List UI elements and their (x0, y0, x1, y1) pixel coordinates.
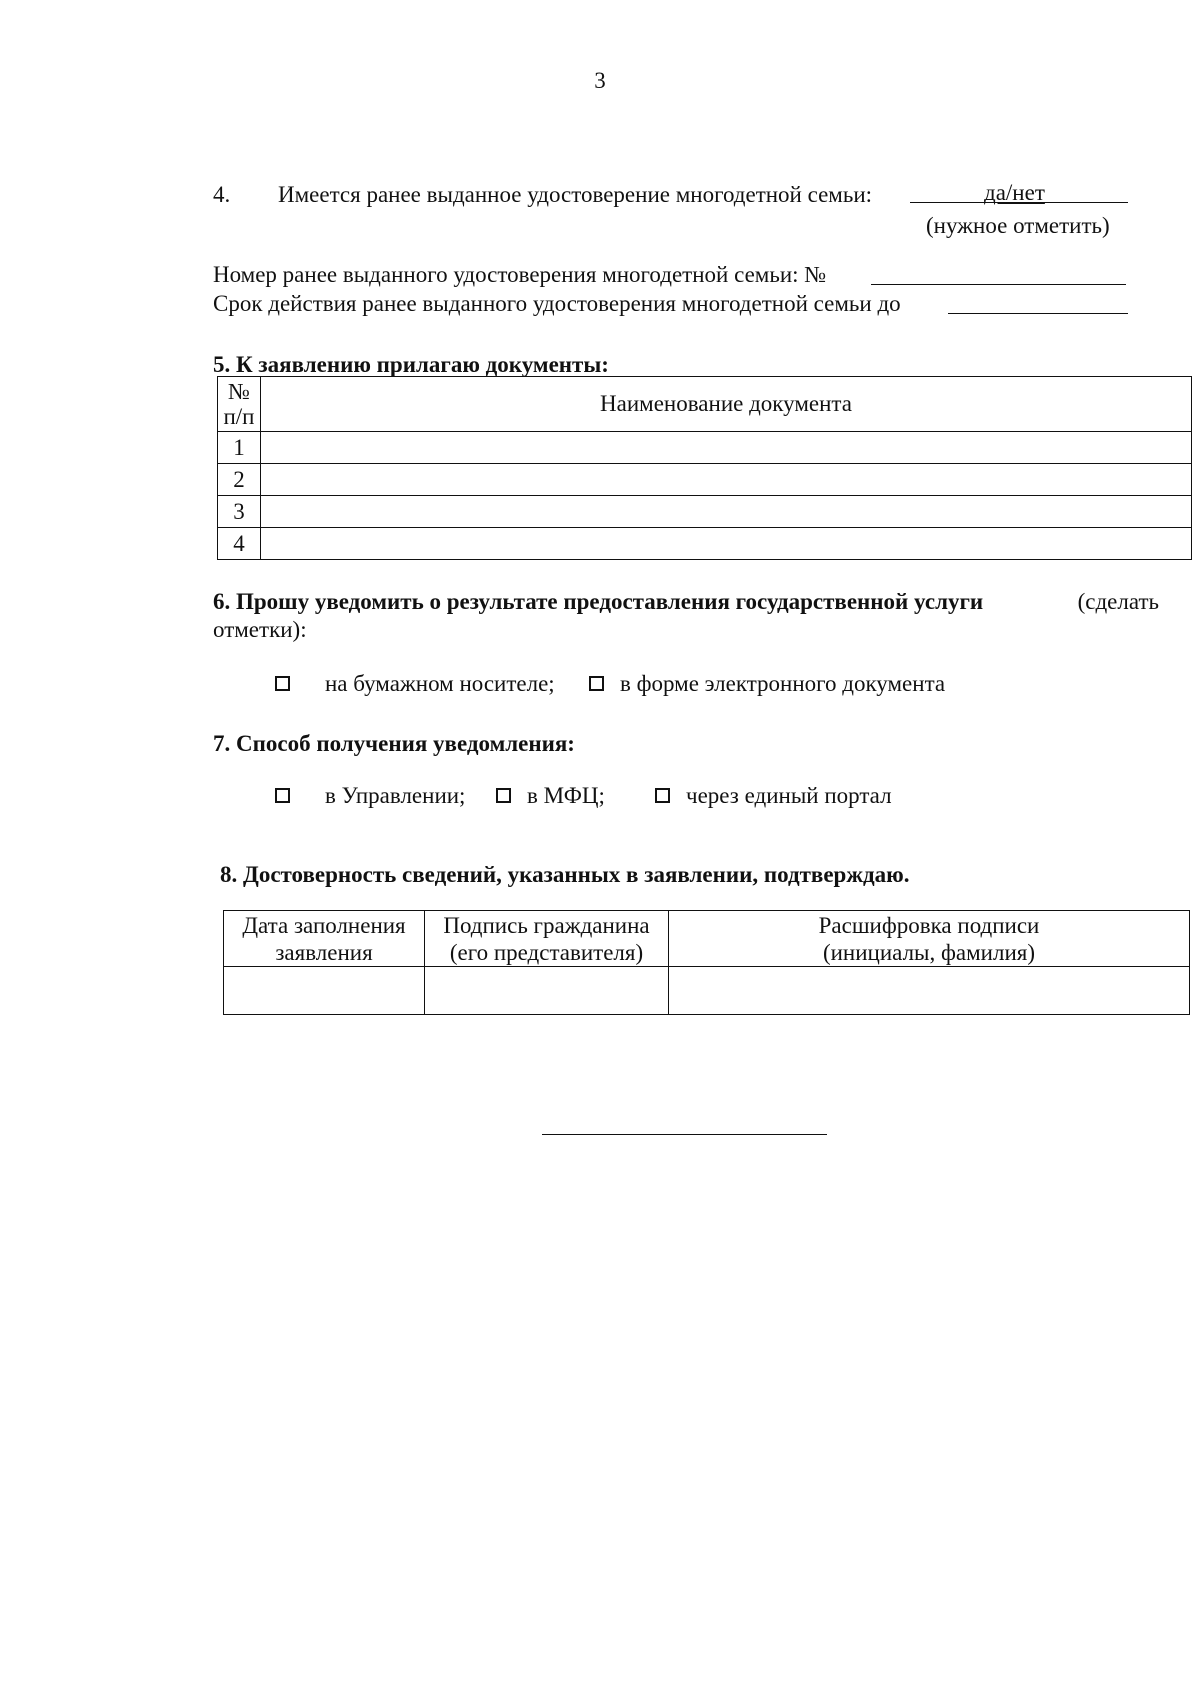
section4-hint: (нужное отметить) (926, 213, 1110, 238)
section7-title: 7. Способ получения уведомления: (213, 731, 575, 756)
date-header (224, 911, 425, 967)
table-row (218, 528, 1192, 560)
certificate-number-field[interactable] (871, 284, 1126, 285)
table-row (218, 496, 1192, 528)
documents-table-header (218, 377, 1192, 432)
option-portal-label: через единый портал (686, 783, 892, 808)
signature-table-row (224, 967, 1190, 1015)
documents-table (217, 376, 1192, 560)
row-number: 4 (218, 528, 261, 560)
signature-cell[interactable] (425, 967, 669, 1015)
closing-separator-line (542, 1134, 827, 1135)
document-name-cell[interactable] (261, 528, 1192, 560)
column-number-line2: п/п (223, 404, 255, 429)
page-number: 3 (594, 68, 606, 93)
date-header-line1: Дата заполнения (242, 912, 406, 938)
checkbox-portal[interactable] (655, 788, 670, 803)
transcript-header-line1: Расшифровка подписи (818, 912, 1040, 938)
table-row (218, 464, 1192, 496)
checkbox-electronic[interactable] (589, 676, 604, 691)
column-name-header: Наименование документа (261, 377, 1192, 432)
date-header-line2: заявления (275, 939, 373, 965)
document-name-cell[interactable] (261, 496, 1192, 528)
transcript-header (669, 911, 1190, 967)
section8-title: 8. Достоверность сведений, указанных в заявлении, подтверждаю. (220, 862, 910, 887)
section4-answer: да/нет (984, 180, 1045, 205)
section6-title-bold: 6. Прошу уведомить о результате предоставления государственной услуги (213, 589, 984, 614)
checkbox-mfc[interactable] (496, 788, 511, 803)
row-number: 1 (218, 432, 261, 464)
row-number: 3 (218, 496, 261, 528)
section4-question: Имеется ранее выданное удостоверение многодетной семьи: (278, 182, 873, 207)
column-number-line1: № (228, 379, 250, 404)
column-number-header (218, 377, 261, 432)
certificate-validity-field[interactable] (948, 313, 1128, 314)
transcript-header-line2: (инициалы, фамилия) (822, 939, 1036, 965)
signature-header-line1: Подпись гражданина (443, 912, 650, 938)
checkbox-paper[interactable] (275, 676, 290, 691)
signature-header (425, 911, 669, 967)
document-name-cell[interactable] (261, 432, 1192, 464)
checkbox-office[interactable] (275, 788, 290, 803)
section4-number: 4. (213, 182, 231, 207)
table-row (218, 432, 1192, 464)
section6-title-line2: отметки): (213, 617, 307, 642)
transcript-cell[interactable] (669, 967, 1190, 1015)
certificate-number-label: Номер ранее выданного удостоверения многодетной семьи: № (213, 262, 827, 287)
option-mfc-label: в МФЦ; (527, 783, 605, 808)
option-office-label: в Управлении; (325, 783, 466, 808)
option-paper-label: на бумажном носителе; (325, 671, 555, 696)
row-number: 2 (218, 464, 261, 496)
signature-table (223, 910, 1190, 1015)
section6-title-rest: (сделать (1077, 589, 1159, 614)
document-name-cell[interactable] (261, 464, 1192, 496)
signature-header-line2: (его представителя) (449, 939, 644, 965)
section6-title (213, 589, 1159, 615)
signature-table-header (224, 911, 1190, 967)
certificate-validity-label: Срок действия ранее выданного удостоверения многодетной семьи до (213, 291, 901, 316)
option-electronic-label: в форме электронного документа (620, 671, 946, 696)
section5-title: 5. К заявлению прилагаю документы: (213, 352, 609, 377)
date-cell[interactable] (224, 967, 425, 1015)
